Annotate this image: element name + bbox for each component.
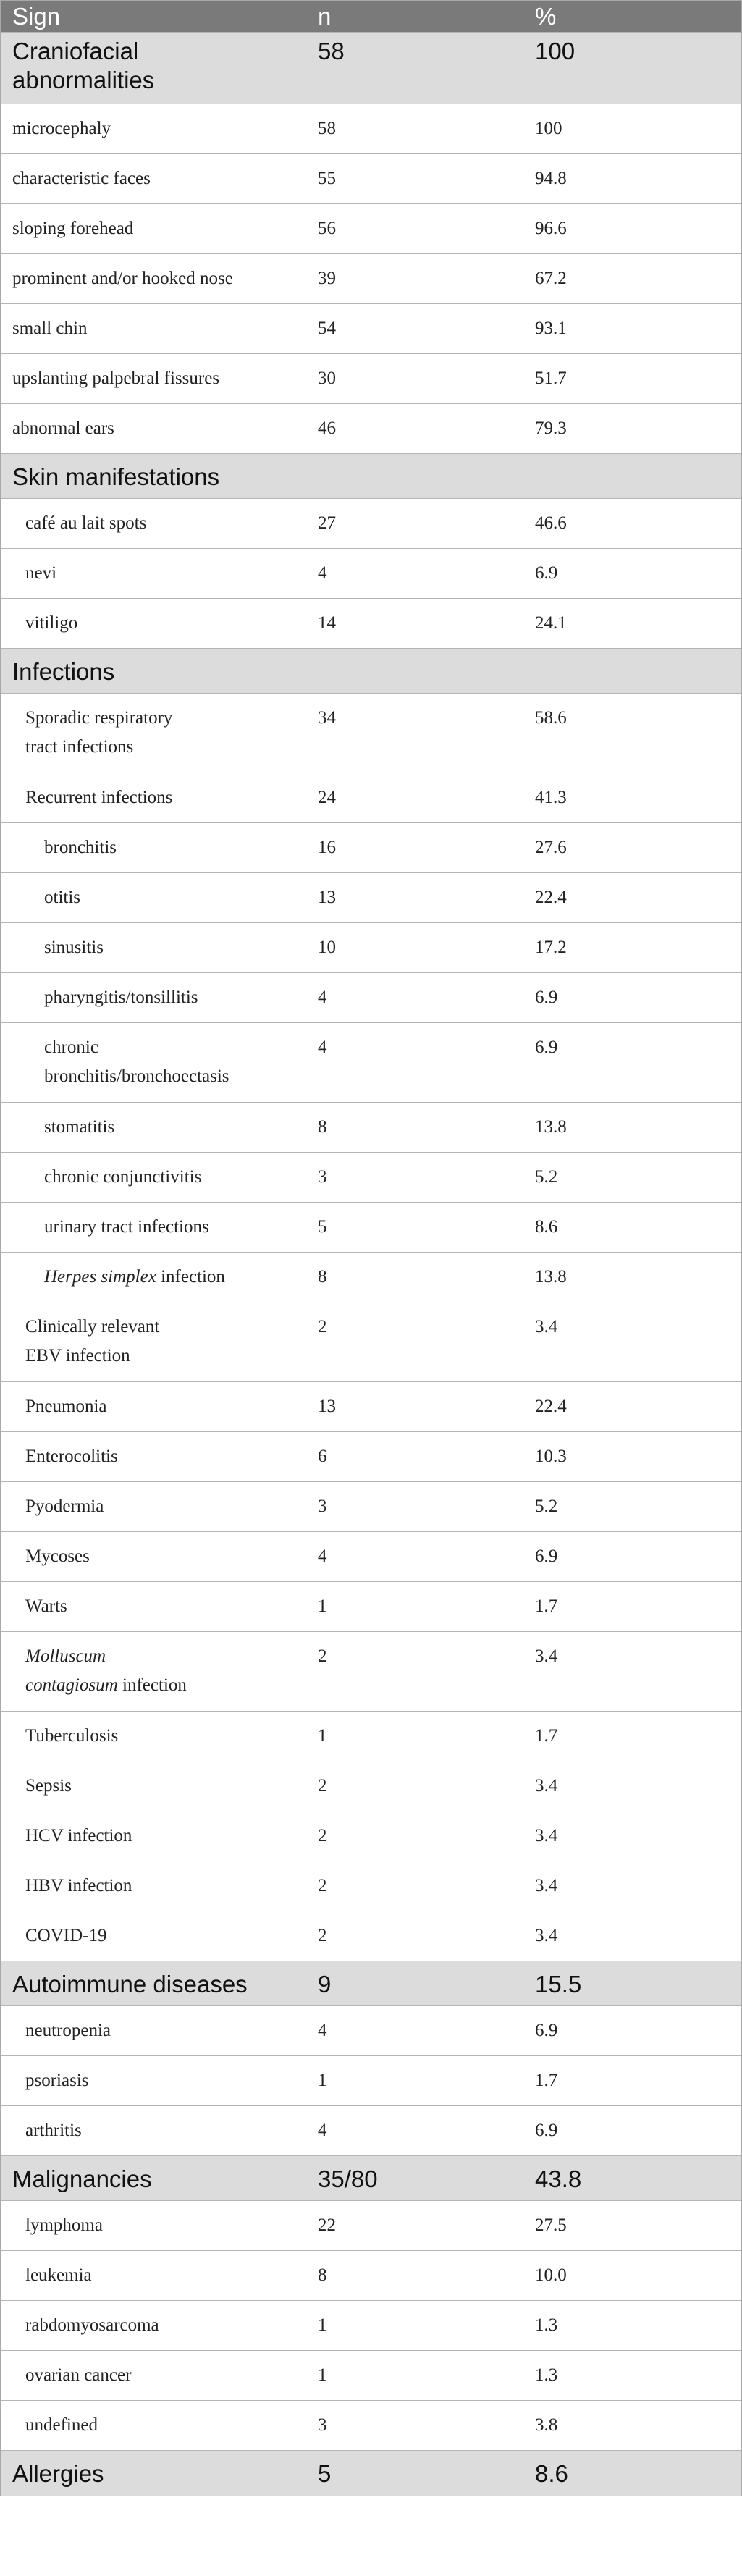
- row-n: 5: [303, 1203, 520, 1252]
- row-percent: 6.9: [535, 2021, 558, 2040]
- row-percent: 51.7: [535, 369, 567, 388]
- table-row: [1, 973, 741, 1023]
- row-sign-rest: infection: [117, 1675, 187, 1695]
- row-n: 27: [303, 499, 520, 548]
- row-n: 4: [303, 2006, 520, 2055]
- section-n: 35/80: [303, 2156, 520, 2200]
- row-percent: 3.4: [535, 1826, 558, 1845]
- section-row: [1, 2451, 741, 2496]
- table-row: [1, 873, 741, 923]
- row-percent: 17.2: [535, 938, 567, 957]
- row-percent: 67.2: [535, 269, 567, 288]
- row-sign: Pyodermia: [1, 1482, 303, 1531]
- row-n: 13: [303, 1382, 520, 1431]
- row-sign: café au lait spots: [1, 499, 303, 548]
- row-n: 4: [303, 973, 520, 1022]
- table-row: [1, 1482, 741, 1532]
- row-sign-italic: Herpes simplex: [44, 1267, 156, 1287]
- table-row: [1, 354, 741, 404]
- row-percent: 5.2: [535, 1167, 558, 1187]
- section-label: Skin manifestations: [12, 463, 220, 490]
- row-n: 55: [303, 154, 520, 203]
- row-n: 1: [303, 1582, 520, 1631]
- table-row: [1, 2201, 741, 2251]
- row-n: 2: [303, 1811, 520, 1861]
- table-header-row: [1, 1, 741, 33]
- row-sign: leukemia: [1, 2251, 303, 2300]
- table-row: [1, 773, 741, 823]
- row-percent: 3.4: [535, 1646, 558, 1666]
- row-sign: [1, 1253, 303, 1302]
- row-percent: 1.3: [535, 2365, 558, 2385]
- row-percent: 46.6: [535, 513, 567, 533]
- row-n: 30: [303, 354, 520, 403]
- table-row: [1, 2301, 741, 2351]
- row-percent: 22.4: [535, 1397, 567, 1416]
- row-n: 8: [303, 1103, 520, 1152]
- row-percent: 1.3: [535, 2315, 558, 2335]
- row-percent: 6.9: [535, 1546, 558, 1566]
- row-n: 1: [303, 2056, 520, 2105]
- row-percent: 3.4: [535, 1776, 558, 1796]
- table-row: [1, 254, 741, 304]
- row-percent: 6.9: [535, 2121, 558, 2140]
- row-sign: sloping forehead: [1, 204, 303, 253]
- table-row: [1, 2006, 741, 2056]
- section-n: 9: [303, 1961, 520, 2005]
- row-sign-rest: infection: [156, 1267, 225, 1287]
- row-n: 4: [303, 1023, 520, 1102]
- row-percent: 3.4: [535, 1926, 558, 1945]
- table-row: [1, 1582, 741, 1632]
- section-percent: 100: [535, 38, 576, 64]
- row-percent: 22.4: [535, 888, 567, 907]
- row-percent: 94.8: [535, 169, 567, 188]
- table-row: [1, 1103, 741, 1153]
- row-sign: Recurrent infections: [1, 773, 303, 822]
- row-n: 22: [303, 2201, 520, 2250]
- row-n: 58: [303, 104, 520, 153]
- row-sign: arthritis: [1, 2106, 303, 2155]
- row-percent: 3.8: [535, 2415, 558, 2435]
- section-row: [1, 1961, 741, 2006]
- row-sign: pharyngitis/tonsillitis: [1, 973, 303, 1022]
- section-label: Craniofacial abnormalities: [1, 33, 303, 104]
- row-sign: chronic bronchitis/bronchoectasis: [1, 1023, 303, 1102]
- section-row: [1, 454, 741, 499]
- table-row: [1, 204, 741, 254]
- row-n: 2: [303, 1911, 520, 1961]
- table-row: [1, 2251, 741, 2301]
- row-n: 8: [303, 1253, 520, 1302]
- table-row: [1, 2056, 741, 2106]
- row-percent: 3.4: [535, 1876, 558, 1895]
- table-row: [1, 154, 741, 204]
- table-row: [1, 1712, 741, 1761]
- row-n: 2: [303, 1632, 520, 1711]
- row-n: 39: [303, 254, 520, 303]
- row-n: 2: [303, 1761, 520, 1811]
- row-sign: ovarian cancer: [1, 2351, 303, 2400]
- table-row: [1, 1532, 741, 1582]
- section-row: [1, 649, 741, 694]
- table-row: [1, 1153, 741, 1203]
- row-percent: 3.4: [535, 1317, 558, 1337]
- row-sign: upslanting palpebral fissures: [1, 354, 303, 403]
- row-percent: 100: [535, 119, 562, 138]
- row-n: 3: [303, 1153, 520, 1202]
- table-row: [1, 1911, 741, 1961]
- row-percent: 93.1: [535, 319, 567, 338]
- table-row: [1, 1203, 741, 1253]
- table-row: [1, 923, 741, 973]
- row-n: 1: [303, 2351, 520, 2400]
- row-n: 14: [303, 599, 520, 648]
- table-row: [1, 404, 741, 454]
- row-sign: Mycoses: [1, 1532, 303, 1581]
- section-row: [1, 33, 741, 104]
- row-sign: nevi: [1, 549, 303, 598]
- row-percent: 6.9: [535, 563, 558, 583]
- table-row: [1, 1811, 741, 1861]
- row-sign: rabdomyosarcoma: [1, 2301, 303, 2350]
- row-n: 3: [303, 2401, 520, 2450]
- row-n: 4: [303, 2106, 520, 2155]
- section-percent: 43.8: [535, 2165, 582, 2192]
- table-row: [1, 694, 741, 773]
- row-sign: HCV infection: [1, 1811, 303, 1861]
- section-label: Allergies: [1, 2451, 303, 2496]
- row-n: 34: [303, 694, 520, 773]
- section-n: 5: [303, 2451, 520, 2496]
- row-sign: chronic conjunctivitis: [1, 1153, 303, 1202]
- row-n: 3: [303, 1482, 520, 1531]
- row-sign: Warts: [1, 1582, 303, 1631]
- table-row: [1, 2401, 741, 2451]
- row-percent: 27.5: [535, 2215, 567, 2235]
- row-sign: Sporadic respiratory tract infections: [1, 694, 303, 773]
- row-percent: 1.7: [535, 1726, 558, 1746]
- row-sign: bronchitis: [1, 823, 303, 872]
- table-row: [1, 2106, 741, 2156]
- row-percent: 24.1: [535, 613, 567, 633]
- section-percent: 15.5: [535, 1971, 582, 1998]
- row-percent: 10.0: [535, 2265, 567, 2285]
- table-row: [1, 104, 741, 154]
- row-n: 56: [303, 204, 520, 253]
- table-body: [1, 33, 741, 2496]
- row-percent: 96.6: [535, 219, 567, 238]
- section-label: Autoimmune diseases: [1, 1961, 303, 2005]
- table-row: [1, 1023, 741, 1103]
- row-n: 2: [303, 1302, 520, 1381]
- row-n: 1: [303, 1712, 520, 1761]
- table-row: [1, 1761, 741, 1811]
- row-sign: lymphoma: [1, 2201, 303, 2250]
- table-row: [1, 2351, 741, 2401]
- row-percent: 8.6: [535, 1217, 558, 1237]
- row-n: 13: [303, 873, 520, 922]
- row-percent: 13.8: [535, 1117, 567, 1137]
- row-sign: sinusitis: [1, 923, 303, 972]
- table-row: [1, 1432, 741, 1482]
- row-percent: 1.7: [535, 1596, 558, 1616]
- section-n: 58: [303, 33, 520, 104]
- row-percent: 10.3: [535, 1447, 567, 1466]
- row-sign: [1, 1632, 303, 1711]
- row-sign: characteristic faces: [1, 154, 303, 203]
- table-row: [1, 1302, 741, 1382]
- row-n: 2: [303, 1861, 520, 1911]
- row-sign: prominent and/or hooked nose: [1, 254, 303, 303]
- table-row: [1, 1861, 741, 1911]
- section-label: Infections: [12, 658, 115, 685]
- row-n: 10: [303, 923, 520, 972]
- row-sign: undefined: [1, 2401, 303, 2450]
- row-percent: 41.3: [535, 788, 567, 807]
- row-n: 46: [303, 404, 520, 453]
- row-n: 54: [303, 304, 520, 353]
- row-n: 6: [303, 1432, 520, 1481]
- row-sign: neutropenia: [1, 2006, 303, 2055]
- row-sign: Sepsis: [1, 1761, 303, 1811]
- row-sign: HBV infection: [1, 1861, 303, 1911]
- table-row: [1, 304, 741, 354]
- row-sign: urinary tract infections: [1, 1203, 303, 1252]
- row-percent: 58.6: [535, 708, 567, 728]
- row-sign: abnormal ears: [1, 404, 303, 453]
- row-sign: COVID-19: [1, 1911, 303, 1961]
- row-n: 8: [303, 2251, 520, 2300]
- row-percent: 1.7: [535, 2071, 558, 2090]
- row-percent: 6.9: [535, 988, 558, 1007]
- row-sign: Clinically relevant EBV infection: [1, 1302, 303, 1381]
- table-row: [1, 823, 741, 873]
- row-percent: 5.2: [535, 1497, 558, 1516]
- row-n: 16: [303, 823, 520, 872]
- row-sign: Pneumonia: [1, 1382, 303, 1431]
- row-sign: psoriasis: [1, 2056, 303, 2105]
- row-n: 1: [303, 2301, 520, 2350]
- header-n: n: [303, 1, 520, 32]
- row-sign-italic: Molluscum contagiosum: [25, 1646, 118, 1695]
- row-percent: 27.6: [535, 838, 567, 857]
- table-row: [1, 549, 741, 599]
- section-label: Malignancies: [1, 2156, 303, 2200]
- row-sign: Enterocolitis: [1, 1432, 303, 1481]
- table-row: [1, 1382, 741, 1432]
- row-sign: vitiligo: [1, 599, 303, 648]
- row-percent: 13.8: [535, 1267, 567, 1287]
- table-row: [1, 599, 741, 649]
- section-percent: 8.6: [535, 2460, 568, 2487]
- header-percent: %: [535, 3, 557, 30]
- row-sign: otitis: [1, 873, 303, 922]
- header-sign: Sign: [1, 1, 303, 32]
- row-n: 24: [303, 773, 520, 822]
- row-sign: stomatitis: [1, 1103, 303, 1152]
- row-n: 4: [303, 549, 520, 598]
- section-row: [1, 2156, 741, 2201]
- row-percent: 6.9: [535, 1037, 558, 1057]
- row-n: 4: [303, 1532, 520, 1581]
- row-sign: small chin: [1, 304, 303, 353]
- row-percent: 79.3: [535, 418, 567, 438]
- table-row: [1, 1632, 741, 1712]
- row-sign: Tuberculosis: [1, 1712, 303, 1761]
- table-row: [1, 499, 741, 549]
- table-row: [1, 1253, 741, 1302]
- row-sign: microcephaly: [1, 104, 303, 153]
